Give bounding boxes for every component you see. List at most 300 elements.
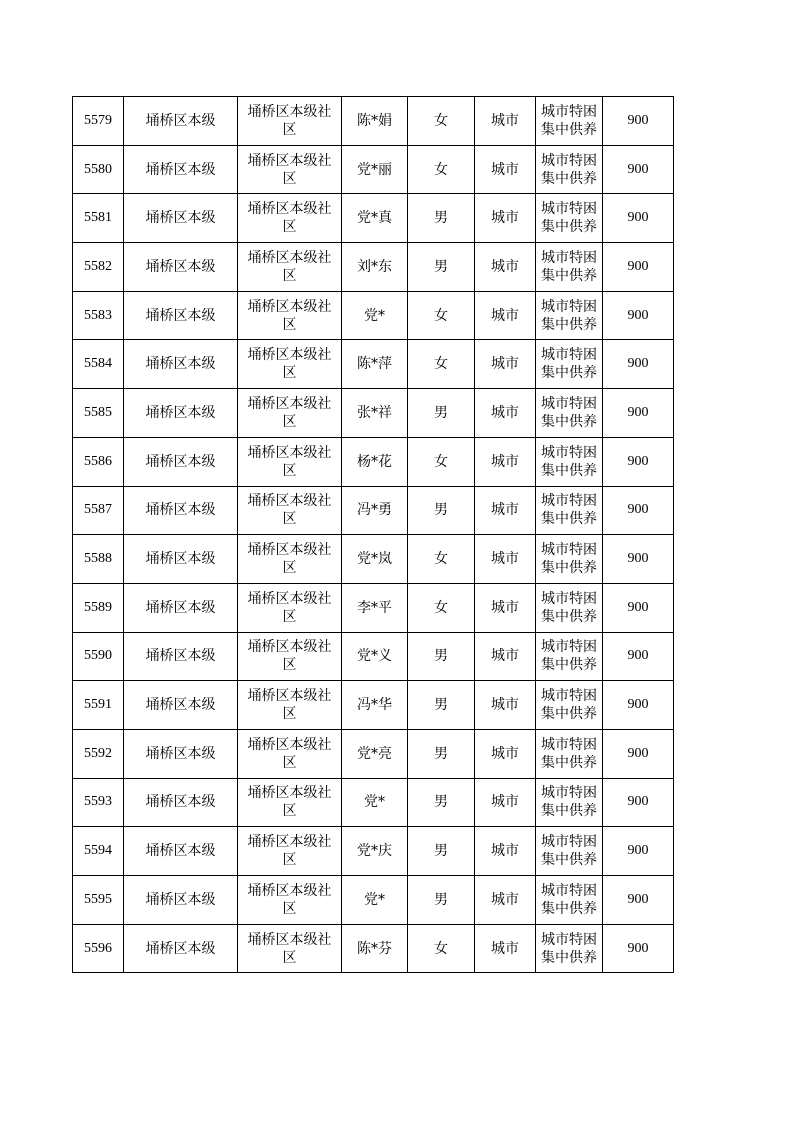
cell-community (238, 437, 342, 486)
cell-name (342, 145, 408, 194)
cell-area-type-text: 城市 (491, 697, 519, 714)
table-row (73, 340, 674, 389)
cell-community-text: 埇桥区本级社区 (247, 590, 332, 625)
cell-serial-number-text: 5595 (84, 891, 112, 907)
cell-support-type-text: 城市特困集中供养 (541, 882, 597, 917)
cell-community-text: 埇桥区本级社区 (247, 882, 332, 917)
cell-amount (603, 291, 674, 340)
cell-community-text: 埇桥区本级社区 (247, 395, 332, 430)
table-row (73, 97, 674, 146)
cell-name-text: 刘*东 (357, 258, 392, 275)
cell-amount (603, 145, 674, 194)
cell-district (124, 97, 238, 146)
cell-amount (603, 97, 674, 146)
cell-community-text: 埇桥区本级社区 (247, 347, 332, 382)
cell-amount-text: 900 (627, 161, 649, 177)
table-row (73, 729, 674, 778)
cell-amount-text: 900 (627, 599, 649, 615)
cell-serial-number-text: 5584 (84, 356, 112, 372)
table-row (73, 924, 674, 973)
cell-area-type (475, 876, 536, 925)
cell-amount-text: 900 (627, 258, 649, 274)
cell-area-type-text: 城市 (491, 307, 519, 324)
cell-gender-text: 女 (434, 356, 448, 373)
cell-support-type-text: 城市特困集中供养 (541, 736, 597, 771)
cell-district-text: 埇桥区本级 (145, 891, 216, 908)
cell-serial-number-text: 5596 (84, 940, 112, 956)
cell-serial-number (73, 729, 124, 778)
cell-district (124, 340, 238, 389)
cell-amount-text: 900 (627, 843, 649, 859)
cell-name (342, 291, 408, 340)
cell-serial-number (73, 291, 124, 340)
cell-name-text: 陈*芬 (357, 940, 392, 957)
cell-support-type-text: 城市特困集中供养 (541, 347, 597, 382)
cell-gender-text: 男 (434, 502, 448, 519)
cell-amount (603, 389, 674, 438)
cell-district-text: 埇桥区本级 (145, 551, 216, 568)
cell-community-text: 埇桥区本级社区 (247, 152, 332, 187)
cell-amount-text: 900 (627, 502, 649, 518)
cell-serial-number (73, 876, 124, 925)
cell-community (238, 97, 342, 146)
cell-community-text: 埇桥区本级社区 (247, 736, 332, 771)
cell-gender-text: 男 (434, 697, 448, 714)
cell-serial-number (73, 681, 124, 730)
cell-gender (408, 681, 475, 730)
cell-gender (408, 389, 475, 438)
cell-area-type (475, 924, 536, 973)
cell-amount-text: 900 (627, 404, 649, 420)
cell-gender (408, 778, 475, 827)
cell-area-type (475, 535, 536, 584)
cell-community-text: 埇桥区本级社区 (247, 688, 332, 723)
cell-community-text: 埇桥区本级社区 (247, 542, 332, 577)
cell-name-text: 冯*勇 (357, 502, 392, 519)
cell-district (124, 145, 238, 194)
cell-support-type (536, 437, 603, 486)
cell-community (238, 876, 342, 925)
cell-district (124, 632, 238, 681)
cell-name (342, 583, 408, 632)
cell-serial-number (73, 389, 124, 438)
cell-amount (603, 632, 674, 681)
cell-amount-text: 900 (627, 307, 649, 323)
cell-district (124, 876, 238, 925)
table-row (73, 876, 674, 925)
cell-support-type (536, 681, 603, 730)
table-row (73, 194, 674, 243)
cell-district (124, 194, 238, 243)
cell-support-type-text: 城市特困集中供养 (541, 590, 597, 625)
cell-serial-number-text: 5579 (84, 112, 112, 128)
cell-district (124, 827, 238, 876)
cell-serial-number-text: 5594 (84, 843, 112, 859)
cell-area-type (475, 632, 536, 681)
cell-gender-text: 女 (434, 307, 448, 324)
cell-community (238, 924, 342, 973)
cell-name-text: 党* (364, 891, 385, 908)
table-body (73, 97, 674, 973)
cell-district (124, 291, 238, 340)
cell-serial-number-text: 5593 (84, 794, 112, 810)
cell-name (342, 924, 408, 973)
cell-support-type-text: 城市特困集中供养 (541, 931, 597, 966)
cell-community (238, 632, 342, 681)
cell-name (342, 632, 408, 681)
cell-gender (408, 876, 475, 925)
cell-district-text: 埇桥区本级 (145, 745, 216, 762)
cell-district-text: 埇桥区本级 (145, 210, 216, 227)
cell-community-text: 埇桥区本级社区 (247, 785, 332, 820)
cell-area-type-text: 城市 (491, 502, 519, 519)
cell-district (124, 729, 238, 778)
cell-support-type (536, 778, 603, 827)
cell-support-type-text: 城市特困集中供养 (541, 201, 597, 236)
data-table (72, 96, 674, 973)
cell-serial-number (73, 778, 124, 827)
cell-serial-number (73, 924, 124, 973)
cell-serial-number (73, 340, 124, 389)
cell-area-type-text: 城市 (491, 599, 519, 616)
cell-area-type (475, 145, 536, 194)
cell-gender (408, 437, 475, 486)
cell-gender-text: 女 (434, 112, 448, 129)
cell-name (342, 340, 408, 389)
cell-amount (603, 437, 674, 486)
cell-support-type (536, 827, 603, 876)
cell-district-text: 埇桥区本级 (145, 843, 216, 860)
cell-district-text: 埇桥区本级 (145, 648, 216, 665)
table-row (73, 145, 674, 194)
table-row (73, 437, 674, 486)
table-row (73, 486, 674, 535)
cell-name-text: 冯*华 (357, 697, 392, 714)
cell-support-type (536, 340, 603, 389)
cell-name-text: 党*庆 (357, 843, 392, 860)
cell-serial-number-text: 5591 (84, 697, 112, 713)
cell-gender (408, 97, 475, 146)
cell-support-type (536, 632, 603, 681)
cell-gender-text: 男 (434, 404, 448, 421)
cell-area-type-text: 城市 (491, 112, 519, 129)
cell-gender-text: 女 (434, 599, 448, 616)
cell-gender-text: 男 (434, 745, 448, 762)
cell-support-type-text: 城市特困集中供养 (541, 785, 597, 820)
cell-amount-text: 900 (627, 745, 649, 761)
cell-district (124, 778, 238, 827)
cell-area-type (475, 340, 536, 389)
cell-gender (408, 632, 475, 681)
cell-support-type-text: 城市特困集中供养 (541, 542, 597, 577)
cell-amount (603, 876, 674, 925)
cell-gender (408, 827, 475, 876)
cell-community (238, 681, 342, 730)
cell-support-type-text: 城市特困集中供养 (541, 298, 597, 333)
cell-amount-text: 900 (627, 648, 649, 664)
cell-gender-text: 女 (434, 453, 448, 470)
cell-district-text: 埇桥区本级 (145, 697, 216, 714)
cell-name-text: 党*岚 (357, 551, 392, 568)
cell-area-type-text: 城市 (491, 794, 519, 811)
cell-community-text: 埇桥区本级社区 (247, 444, 332, 479)
cell-support-type (536, 389, 603, 438)
cell-serial-number (73, 243, 124, 292)
cell-community (238, 778, 342, 827)
cell-amount (603, 827, 674, 876)
cell-area-type (475, 681, 536, 730)
cell-community-text: 埇桥区本级社区 (247, 103, 332, 138)
table-row (73, 535, 674, 584)
cell-gender (408, 729, 475, 778)
cell-support-type (536, 145, 603, 194)
cell-gender-text: 男 (434, 210, 448, 227)
cell-amount (603, 243, 674, 292)
cell-gender-text: 男 (434, 794, 448, 811)
cell-name-text: 党*真 (357, 210, 392, 227)
cell-area-type (475, 291, 536, 340)
cell-gender (408, 291, 475, 340)
cell-gender-text: 男 (434, 258, 448, 275)
cell-gender (408, 486, 475, 535)
cell-serial-number (73, 632, 124, 681)
cell-serial-number-text: 5582 (84, 258, 112, 274)
table-row (73, 681, 674, 730)
cell-serial-number-text: 5581 (84, 210, 112, 226)
cell-name (342, 876, 408, 925)
cell-community (238, 340, 342, 389)
cell-area-type (475, 243, 536, 292)
cell-area-type-text: 城市 (491, 404, 519, 421)
cell-area-type (475, 97, 536, 146)
cell-support-type (536, 924, 603, 973)
cell-community (238, 243, 342, 292)
cell-district-text: 埇桥区本级 (145, 258, 216, 275)
cell-gender (408, 583, 475, 632)
cell-community-text: 埇桥区本级社区 (247, 249, 332, 284)
cell-support-type (536, 583, 603, 632)
cell-amount-text: 900 (627, 210, 649, 226)
cell-serial-number (73, 97, 124, 146)
cell-amount (603, 778, 674, 827)
cell-amount (603, 681, 674, 730)
cell-community-text: 埇桥区本级社区 (247, 639, 332, 674)
cell-district-text: 埇桥区本级 (145, 404, 216, 421)
cell-amount-text: 900 (627, 551, 649, 567)
cell-serial-number-text: 5590 (84, 648, 112, 664)
cell-district (124, 681, 238, 730)
cell-serial-number (73, 583, 124, 632)
cell-district-text: 埇桥区本级 (145, 112, 216, 129)
cell-district (124, 389, 238, 438)
cell-serial-number (73, 437, 124, 486)
cell-serial-number-text: 5586 (84, 453, 112, 469)
cell-district (124, 924, 238, 973)
cell-district-text: 埇桥区本级 (145, 940, 216, 957)
cell-support-type-text: 城市特困集中供养 (541, 395, 597, 430)
cell-district-text: 埇桥区本级 (145, 161, 216, 178)
cell-support-type (536, 291, 603, 340)
cell-amount-text: 900 (627, 697, 649, 713)
cell-amount-text: 900 (627, 453, 649, 469)
cell-area-type-text: 城市 (491, 258, 519, 275)
cell-serial-number-text: 5580 (84, 161, 112, 177)
cell-name (342, 827, 408, 876)
cell-name (342, 194, 408, 243)
cell-community-text: 埇桥区本级社区 (247, 834, 332, 869)
cell-district (124, 243, 238, 292)
cell-area-type-text: 城市 (491, 891, 519, 908)
table-row (73, 389, 674, 438)
table-row (73, 583, 674, 632)
cell-area-type-text: 城市 (491, 161, 519, 178)
cell-amount (603, 729, 674, 778)
cell-name (342, 243, 408, 292)
cell-name (342, 486, 408, 535)
cell-area-type-text: 城市 (491, 210, 519, 227)
cell-support-type-text: 城市特困集中供养 (541, 834, 597, 869)
cell-gender-text: 女 (434, 161, 448, 178)
cell-community (238, 389, 342, 438)
cell-area-type-text: 城市 (491, 551, 519, 568)
cell-name-text: 党*义 (357, 648, 392, 665)
cell-support-type-text: 城市特困集中供养 (541, 639, 597, 674)
cell-name-text: 陈*娟 (357, 112, 392, 129)
cell-area-type (475, 729, 536, 778)
cell-community (238, 486, 342, 535)
cell-serial-number-text: 5589 (84, 599, 112, 615)
cell-amount-text: 900 (627, 891, 649, 907)
cell-area-type (475, 778, 536, 827)
cell-support-type-text: 城市特困集中供养 (541, 103, 597, 138)
cell-name (342, 389, 408, 438)
cell-name (342, 535, 408, 584)
cell-district (124, 437, 238, 486)
cell-district-text: 埇桥区本级 (145, 307, 216, 324)
cell-support-type (536, 194, 603, 243)
cell-support-type-text: 城市特困集中供养 (541, 493, 597, 528)
cell-serial-number (73, 486, 124, 535)
cell-amount-text: 900 (627, 356, 649, 372)
cell-support-type-text: 城市特困集中供养 (541, 688, 597, 723)
cell-name (342, 681, 408, 730)
cell-amount (603, 535, 674, 584)
cell-gender-text: 女 (434, 940, 448, 957)
cell-gender (408, 924, 475, 973)
cell-area-type-text: 城市 (491, 648, 519, 665)
cell-area-type-text: 城市 (491, 356, 519, 373)
cell-area-type-text: 城市 (491, 940, 519, 957)
cell-area-type-text: 城市 (491, 843, 519, 860)
table-row (73, 291, 674, 340)
cell-community-text: 埇桥区本级社区 (247, 931, 332, 966)
cell-support-type (536, 535, 603, 584)
cell-district (124, 486, 238, 535)
cell-amount (603, 340, 674, 389)
cell-area-type (475, 437, 536, 486)
cell-district (124, 535, 238, 584)
cell-name (342, 97, 408, 146)
table-row (73, 778, 674, 827)
cell-support-type-text: 城市特困集中供养 (541, 249, 597, 284)
cell-serial-number-text: 5592 (84, 745, 112, 761)
table-row (73, 632, 674, 681)
cell-serial-number-text: 5585 (84, 404, 112, 420)
cell-amount (603, 486, 674, 535)
cell-community-text: 埇桥区本级社区 (247, 298, 332, 333)
cell-serial-number-text: 5587 (84, 502, 112, 518)
cell-name-text: 李*平 (357, 599, 392, 616)
cell-support-type (536, 876, 603, 925)
cell-gender (408, 145, 475, 194)
cell-area-type-text: 城市 (491, 453, 519, 470)
cell-support-type (536, 486, 603, 535)
cell-gender-text: 男 (434, 843, 448, 860)
cell-area-type-text: 城市 (491, 745, 519, 762)
cell-name-text: 党*亮 (357, 745, 392, 762)
table-row (73, 243, 674, 292)
cell-gender-text: 男 (434, 891, 448, 908)
cell-serial-number (73, 194, 124, 243)
cell-name (342, 729, 408, 778)
cell-name-text: 杨*花 (357, 453, 392, 470)
cell-name (342, 778, 408, 827)
cell-district-text: 埇桥区本级 (145, 599, 216, 616)
cell-gender (408, 535, 475, 584)
cell-name (342, 437, 408, 486)
cell-support-type-text: 城市特困集中供养 (541, 152, 597, 187)
cell-district-text: 埇桥区本级 (145, 502, 216, 519)
cell-amount-text: 900 (627, 940, 649, 956)
cell-area-type (475, 486, 536, 535)
cell-gender (408, 340, 475, 389)
cell-area-type (475, 583, 536, 632)
cell-area-type (475, 389, 536, 438)
cell-support-type (536, 243, 603, 292)
cell-name-text: 陈*萍 (357, 356, 392, 373)
cell-serial-number (73, 535, 124, 584)
cell-community (238, 583, 342, 632)
cell-community-text: 埇桥区本级社区 (247, 201, 332, 236)
cell-community (238, 535, 342, 584)
cell-area-type (475, 194, 536, 243)
cell-amount-text: 900 (627, 794, 649, 810)
cell-gender (408, 243, 475, 292)
cell-support-type (536, 97, 603, 146)
cell-support-type-text: 城市特困集中供养 (541, 444, 597, 479)
cell-serial-number (73, 827, 124, 876)
cell-gender (408, 194, 475, 243)
cell-support-type (536, 729, 603, 778)
cell-district-text: 埇桥区本级 (145, 794, 216, 811)
cell-name-text: 党*丽 (357, 161, 392, 178)
table-row (73, 827, 674, 876)
cell-district-text: 埇桥区本级 (145, 356, 216, 373)
cell-district-text: 埇桥区本级 (145, 453, 216, 470)
cell-community-text: 埇桥区本级社区 (247, 493, 332, 528)
cell-amount-text: 900 (627, 112, 649, 128)
cell-community (238, 145, 342, 194)
cell-name-text: 张*祥 (357, 404, 392, 421)
cell-area-type (475, 827, 536, 876)
cell-community (238, 291, 342, 340)
cell-community (238, 729, 342, 778)
cell-serial-number-text: 5583 (84, 307, 112, 323)
cell-amount (603, 583, 674, 632)
cell-serial-number-text: 5588 (84, 551, 112, 567)
cell-community (238, 827, 342, 876)
cell-community (238, 194, 342, 243)
